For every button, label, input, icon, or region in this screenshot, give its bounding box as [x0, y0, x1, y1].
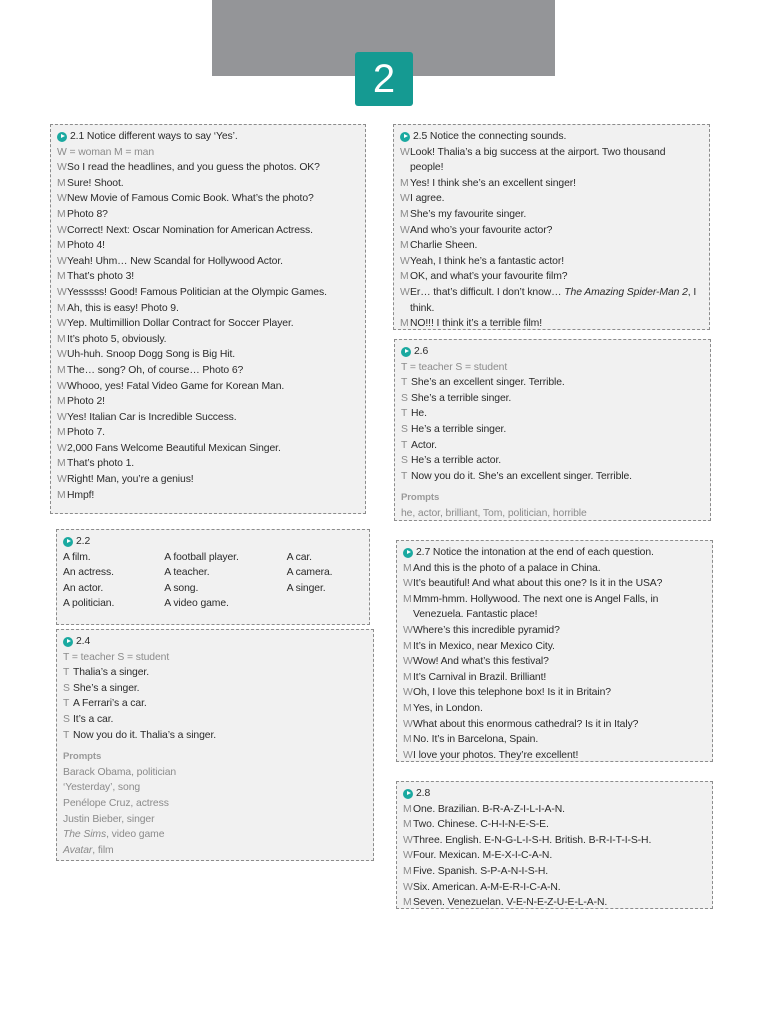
line-text: Mmm-hmm. Hollywood. The next one is Angel Falls, in Venezuela. Fantastic place!: [413, 593, 659, 621]
play-audio-icon[interactable]: [401, 347, 411, 357]
dialogue-line: [401, 375, 704, 391]
dialogue-line: [57, 301, 359, 317]
line-text: Yes, in London.: [413, 702, 483, 714]
dialogue-line: [400, 145, 703, 176]
dialogue-line: [403, 864, 706, 880]
speaker-label: W: [400, 146, 410, 158]
prompts-heading: Prompts: [63, 751, 102, 763]
dialogue-line: [401, 422, 704, 438]
section-title: 2.5 Notice the connecting sounds.: [413, 131, 567, 142]
line-text: Thalia’s a singer.: [73, 667, 149, 679]
play-audio-icon[interactable]: [403, 789, 413, 799]
dialogue-line: [57, 394, 359, 410]
speaker-label: M: [400, 177, 409, 189]
line-text: Yep. Multimillion Dollar Contract for Soccer Player.: [67, 318, 294, 330]
line-text: A Ferrari’s a car.: [73, 698, 147, 710]
speaker-label: W: [57, 411, 67, 423]
word-item: A film.: [63, 551, 91, 563]
prompt-text: Justin Bieber, singer: [63, 813, 155, 825]
speaker-label: T: [401, 470, 408, 482]
dialogue-line: [403, 592, 706, 623]
dialogue-line: [403, 895, 706, 911]
line-text: Photo 8?: [67, 208, 108, 220]
line-text: Wow! And what’s this festival?: [413, 656, 549, 668]
speaker-label: M: [403, 640, 412, 652]
dialogue-line: [400, 223, 703, 239]
film-title: The Amazing Spider-Man 2: [564, 286, 688, 298]
line-text: She’s my favourite singer.: [410, 208, 527, 220]
speaker-label: M: [57, 396, 66, 408]
speaker-label: M: [57, 427, 66, 439]
line-text: Photo 2!: [67, 396, 105, 408]
line-text: Five. Spanish. S-P-A-N-I-S-H.: [413, 865, 549, 877]
dialogue-line: [400, 176, 703, 192]
line-text: Sure! Shoot.: [67, 177, 124, 189]
prompt-item: [63, 765, 367, 781]
section-heading: [63, 534, 363, 550]
dialogue-line: [57, 488, 359, 504]
speaker-label: M: [57, 240, 66, 252]
dialogue-line: [403, 701, 706, 717]
line-text: Whooo, yes! Fatal Video Game for Korean Man.: [67, 380, 285, 392]
speaker-label: W: [57, 224, 67, 236]
dialogue-line: [57, 347, 359, 363]
dialogue-line: [400, 269, 703, 285]
speaker-label: W: [57, 349, 67, 361]
speaker-label: M: [57, 302, 66, 314]
word-item: A video game.: [164, 598, 229, 610]
line-text: Yes! I think she’s an excellent singer!: [410, 177, 576, 189]
line-text: That’s photo 3!: [67, 271, 135, 283]
dialogue-line: [400, 316, 703, 332]
section-title: 2.4: [76, 636, 91, 647]
play-audio-icon[interactable]: [63, 637, 73, 647]
speaker-label: M: [403, 562, 412, 574]
speaker-label: T: [63, 667, 70, 679]
section-title: 2.2: [76, 536, 91, 547]
word-item: An actor.: [63, 582, 104, 594]
section-2-1: [50, 124, 366, 514]
line-text: Hmpf!: [67, 489, 95, 501]
word-grid-row: [63, 581, 363, 597]
section-title: 2.6: [414, 346, 429, 357]
prompt-text: , film: [92, 844, 114, 856]
dialogue-line: [403, 561, 706, 577]
dialogue-line: [57, 410, 359, 426]
speaker-label: S: [401, 392, 408, 404]
speaker-label: S: [63, 713, 70, 725]
line-text: Six. American. A-M-E-R-I-C-A-N.: [413, 881, 561, 893]
line-text: He’s a terrible singer.: [411, 423, 507, 435]
play-audio-icon[interactable]: [63, 537, 73, 547]
dialogue-line: [403, 654, 706, 670]
dialogue-line: [57, 176, 359, 192]
line-text: Yeah! Uhm… New Scandal for Hollywood Actor.: [67, 255, 283, 267]
speaker-label: M: [403, 734, 412, 746]
line-text: Yesssss! Good! Famous Politician at the Olympic Games.: [67, 286, 327, 298]
speaker-label: S: [63, 682, 70, 694]
line-text: Where’s this incredible pyramid?: [413, 624, 560, 636]
section-2-8: [396, 781, 713, 909]
section-2-5: [393, 124, 710, 330]
line-text: NO!!! I think it’s a terrible film!: [410, 318, 542, 330]
line-text: Yes! Italian Car is Incredible Success.: [67, 411, 237, 423]
word-grid-row: [63, 596, 363, 612]
prompt-text: Penélope Cruz, actress: [63, 797, 169, 809]
speaker-label: M: [403, 897, 412, 909]
speaker-label: W: [403, 687, 413, 699]
word-item: An actress.: [63, 567, 114, 579]
line-text: Er… that’s difficult. I don’t know… The Amazing Spider-Man 2, I think.: [410, 286, 697, 314]
line-text: Seven. Venezuelan. V-E-N-E-Z-U-E-L-A-N.: [413, 897, 608, 909]
prompts-heading: Prompts: [401, 492, 440, 504]
dialogue-line: [403, 833, 706, 849]
dialogue-line: [57, 269, 359, 285]
line-text: And who’s your favourite actor?: [410, 224, 553, 236]
speaker-label: W: [57, 162, 67, 174]
line-text: Two. Chinese. C-H-I-N-E-S-E.: [413, 819, 549, 831]
dialogue-line: [57, 223, 359, 239]
dialogue-line: [403, 576, 706, 592]
line-text: It’s photo 5, obviously.: [67, 333, 167, 345]
dialogue-line: [403, 639, 706, 655]
line-text: She’s a terrible singer.: [411, 392, 512, 404]
section-heading: [403, 786, 706, 802]
line-text: So I read the headlines, and you guess the photos. OK?: [67, 162, 320, 174]
line-text: Yeah, I think he’s a fantastic actor!: [410, 255, 564, 267]
dialogue-line: [63, 696, 367, 712]
dialogue-line: [57, 160, 359, 176]
dialogue-line: [57, 379, 359, 395]
dialogue-line: [57, 191, 359, 207]
word-item: A camera.: [286, 567, 333, 579]
dialogue-line: [401, 438, 704, 454]
dialogue-line: [400, 254, 703, 270]
speaker-label: W: [57, 442, 67, 454]
dialogue-line: [403, 670, 706, 686]
speaker-label: M: [57, 364, 66, 376]
speaker-label: W: [400, 224, 410, 236]
section-heading: [57, 129, 359, 145]
line-text: And this is the photo of a palace in China.: [413, 562, 601, 574]
dialogue-line: [401, 469, 704, 485]
speaker-label: M: [57, 489, 66, 501]
prompt-text: , video game: [106, 829, 165, 841]
line-text: He.: [411, 408, 427, 420]
speaker-label: M: [57, 271, 66, 283]
line-text: Four. Mexican. M-E-X-I-C-A-N.: [413, 850, 553, 862]
dialogue-line: [63, 681, 367, 697]
section-2-4: [56, 629, 374, 861]
line-text: Now you do it. Thalia’s a singer.: [73, 729, 217, 741]
dialogue-line: [400, 191, 703, 207]
title-text: Avatar: [63, 844, 93, 856]
line-text: Oh, I love this telephone box! Is it in Britain?: [413, 687, 611, 699]
speaker-label: M: [400, 240, 409, 252]
speaker-label: W: [400, 193, 410, 205]
line-text: It’s Carnival in Brazil. Brilliant!: [413, 671, 547, 683]
dialogue-line: [57, 441, 359, 457]
line-text: She’s an excellent singer. Terrible.: [411, 377, 565, 389]
prompts-list: he, actor, brilliant, Tom, politician, horrible: [401, 507, 587, 519]
speaker-label: T: [401, 439, 408, 451]
speaker-label: T: [63, 698, 70, 710]
speaker-label: M: [57, 333, 66, 345]
prompt-item: [63, 796, 367, 812]
section-2-7: [396, 540, 713, 762]
prompt-item: [63, 780, 367, 796]
line-text: Charlie Sheen.: [410, 240, 478, 252]
line-text: She’s a singer.: [73, 682, 140, 694]
dialogue-line: [403, 802, 706, 818]
word-grid-row: [63, 550, 363, 566]
play-audio-icon[interactable]: [403, 548, 413, 558]
word-item: A car.: [286, 551, 312, 563]
speaker-label: W: [57, 255, 67, 267]
line-text: Photo 4!: [67, 240, 105, 252]
dialogue-line: [63, 728, 367, 744]
speaker-label: W: [400, 286, 410, 298]
line-text: No. It’s in Barcelona, Spain.: [413, 734, 539, 746]
speaker-label: M: [57, 458, 66, 470]
word-grid-row: [63, 565, 363, 581]
speaker-label: M: [57, 177, 66, 189]
line-text: The… song? Oh, of course… Photo 6?: [67, 364, 244, 376]
line-text: One. Brazilian. B-R-A-Z-I-L-I-A-N.: [413, 803, 565, 815]
prompt-text: Barack Obama, politician: [63, 766, 177, 778]
word-grid: [63, 550, 363, 612]
section-2-2: [56, 529, 370, 625]
speaker-label: M: [400, 318, 409, 330]
speaker-label: W: [403, 834, 413, 846]
line-text: Correct! Next: Oscar Nomination for American Actress.: [67, 224, 313, 236]
dialogue-line: [63, 665, 367, 681]
dialogue-line: [57, 316, 359, 332]
play-audio-icon[interactable]: [57, 132, 67, 142]
line-text: Uh-huh. Snoop Dogg Song is Big Hit.: [67, 349, 236, 361]
speaker-label: M: [403, 671, 412, 683]
dialogue-line: [403, 817, 706, 833]
dialogue-line: [403, 685, 706, 701]
speaker-label: M: [403, 803, 412, 815]
dialogue-line: [403, 848, 706, 864]
line-text: It’s in Mexico, near Mexico City.: [413, 640, 555, 652]
word-item: A football player.: [164, 551, 239, 563]
speaker-legend: W = woman M = man: [57, 146, 155, 158]
line-text: Ah, this is easy! Photo 9.: [67, 302, 179, 314]
title-text: The Sims: [63, 829, 107, 841]
unit-number-badge: 2: [355, 52, 413, 106]
section-title: 2.7 Notice the intonation at the end of each question.: [416, 547, 654, 558]
line-text: That’s photo 1.: [67, 458, 135, 470]
section-title: 2.1 Notice different ways to say ‘Yes’.: [70, 131, 238, 142]
speaker-label: M: [403, 702, 412, 714]
speaker-label: M: [400, 271, 409, 283]
dialogue-line: [63, 712, 367, 728]
speaker-label: W: [57, 286, 67, 298]
speaker-label: W: [403, 718, 413, 730]
speaker-label: M: [403, 593, 412, 605]
line-text: It’s a car.: [73, 713, 114, 725]
speaker-label: W: [57, 474, 67, 486]
speaker-label: W: [57, 193, 67, 205]
dialogue-line: [403, 623, 706, 639]
speaker-legend: T = teacher S = student: [63, 651, 170, 663]
line-text: 2,000 Fans Welcome Beautiful Mexican Singer.: [67, 442, 281, 454]
dialogue-line: [401, 406, 704, 422]
section-title: 2.8: [416, 788, 431, 799]
speaker-label: W: [403, 881, 413, 893]
prompt-item: [63, 812, 367, 828]
speaker-label: M: [400, 208, 409, 220]
prompt-item: [63, 827, 367, 843]
line-text: Right! Man, you’re a genius!: [67, 474, 194, 486]
dialogue-line: [403, 748, 706, 764]
dialogue-line: [400, 207, 703, 223]
speaker-label: T: [63, 729, 70, 741]
word-item: A politician.: [63, 598, 115, 610]
speaker-label: M: [403, 865, 412, 877]
dialogue-line: [57, 254, 359, 270]
speaker-label: T: [401, 377, 408, 389]
dialogue-line: [57, 456, 359, 472]
section-2-6: [394, 339, 711, 521]
prompt-text: ‘Yesterday’, song: [63, 782, 141, 794]
section-heading: [401, 344, 704, 360]
line-text: I agree.: [410, 193, 445, 205]
speaker-label: W: [403, 656, 413, 668]
line-text: He’s a terrible actor.: [411, 455, 502, 467]
dialogue-line: [57, 285, 359, 301]
speaker-label: W: [403, 624, 413, 636]
line-text: It’s beautiful! And what about this one? Is it in the USA?: [413, 578, 663, 590]
play-audio-icon[interactable]: [400, 132, 410, 142]
dialogue-line: [401, 391, 704, 407]
prompts-list: [63, 765, 367, 859]
word-item: A song.: [164, 582, 199, 594]
line-text: Actor.: [411, 439, 437, 451]
dialogue-line: [57, 238, 359, 254]
speaker-label: W: [57, 380, 67, 392]
dialogue-line: [401, 453, 704, 469]
speaker-label: S: [401, 455, 408, 467]
speaker-label: M: [57, 208, 66, 220]
dialogue-line: [57, 363, 359, 379]
dialogue-line: [403, 732, 706, 748]
line-text: Look! Thalia’s a big success at the airport. Two thousand people!: [410, 146, 666, 174]
dialogue-line: [57, 425, 359, 441]
speaker-label: W: [403, 850, 413, 862]
dialogue-line: [57, 332, 359, 348]
line-text: Photo 7.: [67, 427, 105, 439]
speaker-label: W: [57, 318, 67, 330]
section-heading: [403, 545, 706, 561]
line-text: What about this enormous cathedral? Is it in Italy?: [413, 718, 639, 730]
line-text: OK, and what’s your favourite film?: [410, 271, 568, 283]
dialogue-line: [400, 238, 703, 254]
speaker-label: W: [400, 255, 410, 267]
line-text: New Movie of Famous Comic Book. What’s the photo?: [67, 193, 314, 205]
prompt-item: [63, 843, 367, 859]
word-item: [287, 596, 363, 612]
section-heading: [400, 129, 703, 145]
dialogue-line: [400, 285, 703, 316]
speaker-label: W: [403, 578, 413, 590]
speaker-label: M: [403, 819, 412, 831]
line-text: I love your photos. They’re excellent!: [413, 749, 579, 761]
dialogue-line: [403, 880, 706, 896]
line-text: Three. English. E-N-G-L-I-S-H. British. B-R-I-T-I-S-H.: [413, 834, 652, 846]
speaker-label: T: [401, 408, 408, 420]
line-text: Now you do it. She’s an excellent singer. Terrible.: [411, 470, 632, 482]
dialogue-line: [403, 717, 706, 733]
dialogue-line: [57, 472, 359, 488]
speaker-legend: T = teacher S = student: [401, 361, 508, 373]
word-item: A singer.: [286, 582, 326, 594]
word-item: A teacher.: [164, 567, 210, 579]
section-heading: [63, 634, 367, 650]
speaker-label: W: [403, 749, 413, 761]
speaker-label: S: [401, 423, 408, 435]
dialogue-line: [57, 207, 359, 223]
